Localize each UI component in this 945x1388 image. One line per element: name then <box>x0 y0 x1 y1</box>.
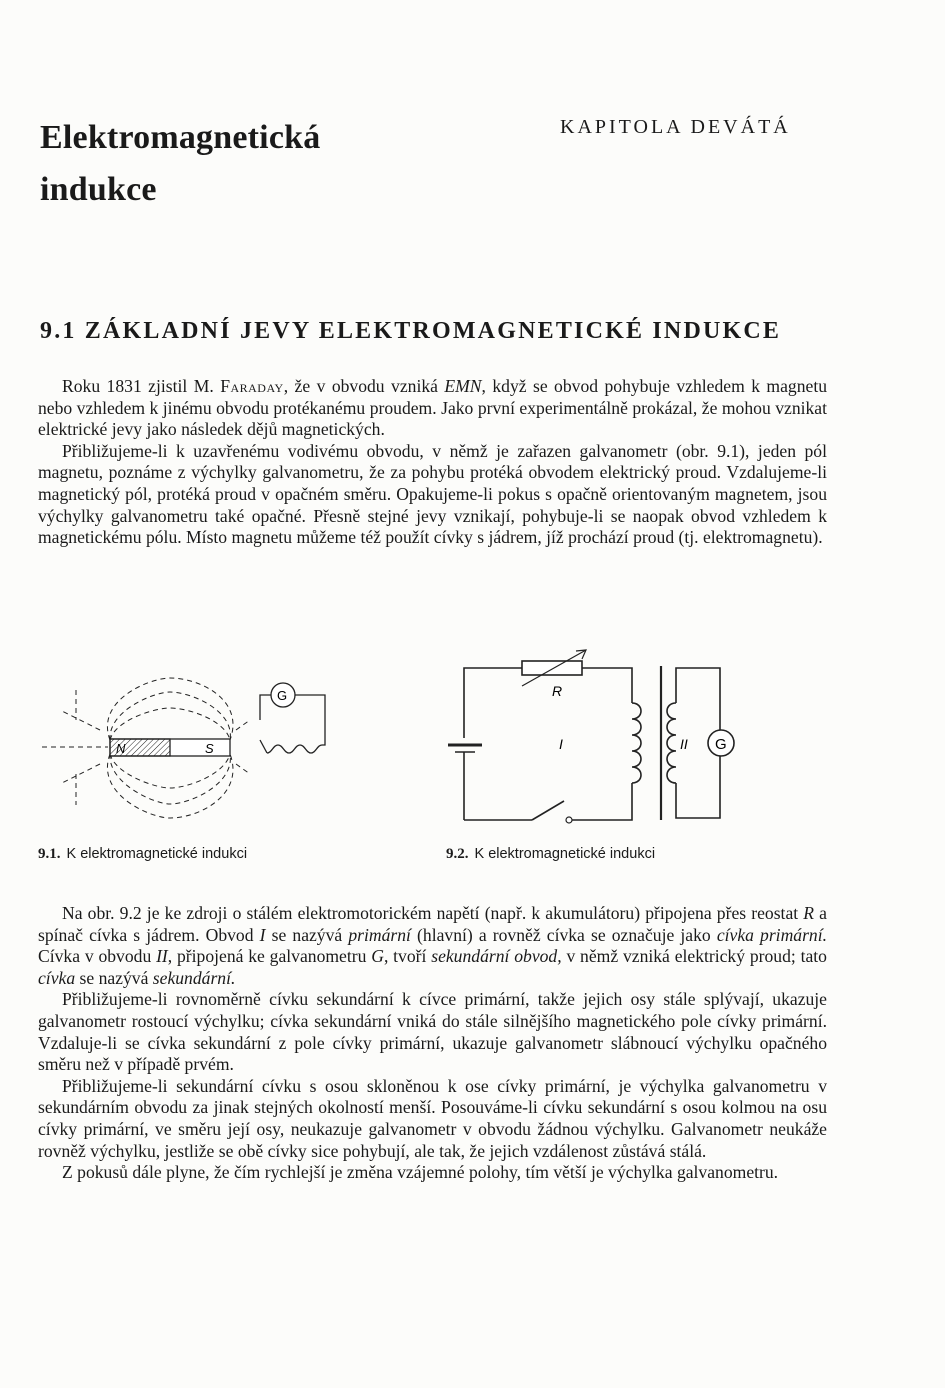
text-run: , tvoří <box>383 946 432 967</box>
text-run: Cívka v obvodu <box>38 946 157 967</box>
figure-number: 9.1. <box>38 846 61 862</box>
figure-induction-circuit <box>440 648 750 828</box>
paragraph-magnet-experiment: Přibližujeme-li k uzavřenému vodivému obvodu, v němž je zařazen galvanometr (obr. 9.1), jeden pól magnetu, poznáme z výchylky galvanometru, že za pohybu protéká obvodem elektrický proud. Vzdalujeme-li magnetický pól, protéká proud v opačném směru. Opakujeme-li pokus s opačně orientovaným magnetem, jsou výchylky galvanometru také opačné. Přesně stejné jevy vznikají, pohybuje-li se naopak obvod vzhledem k magnetickému pólu. Místo magnetu můžeme též použít cívky s jádrem, jíž prochází proud (tj. elektromagnetu). <box>38 440 827 548</box>
pole-n-label: N <box>116 741 126 756</box>
text-run: Roku 1831 zjistil M. <box>62 376 221 396</box>
paragraph-figure-9-2 <box>38 903 827 989</box>
term-sekundarni: sekundární. <box>152 967 236 988</box>
symbol-ii: II <box>156 946 168 967</box>
resistor-label: R <box>552 683 563 699</box>
symbol-i: I <box>259 924 266 945</box>
primary-circuit-label: I <box>559 736 563 752</box>
chapter-title <box>40 112 460 216</box>
body-text <box>38 903 827 1184</box>
name-faraday: Faraday <box>220 376 284 396</box>
text-run: se nazývá <box>75 967 153 988</box>
term-sekundarni-obvod: sekundární obvod, <box>431 946 562 967</box>
galvanometer-label: G <box>277 688 288 703</box>
pole-s-label: S <box>205 741 214 756</box>
bar-magnet <box>110 739 230 756</box>
galvanometer-label: G <box>715 736 727 753</box>
paragraph-tilted-axis: Přibližujeme-li sekundární cívku s osou skloněnou k ose cívky primární, je výchylka galvanometru v sekundárním obvodu za jinak stejných okolností menší. Posouváme-li cívku sekundární s osou kolmou na osu cívky primární, ve směru její osy, neukazuje galvanometr v obvodu žádnou výchylku. Galvanometr neukáže rovněž výchylku, jestliže se obě cívky sice pohybují, ale tak, že jejich vzdálenost zůstává stálá. <box>38 1075 827 1161</box>
symbol-g: G <box>371 946 384 967</box>
term-emn: EMN <box>444 376 482 396</box>
text-run: , připojená ke galvanometru <box>167 946 372 967</box>
primary-circuit <box>448 668 641 820</box>
text-run: , že v obvodu vzniká <box>283 376 445 396</box>
symbol-r: R <box>803 903 815 923</box>
chapter-title-line1: Elektromagnetická <box>40 119 321 156</box>
text-run: , když se obvod pohybuje vzhledem k magnetu nebo vzhledem k jinému obvodu protékanému proudem. Jako první experimentálně prokázal, že mohou vznikat elektrické jevy jako následek dějů magnetických. <box>38 376 828 440</box>
text-run: se nazývá <box>265 924 349 945</box>
text-run: a spínač cívka s jádrem. Obvod <box>38 903 827 945</box>
paragraph-conclusion: Z pokusů dále plyne, že čím rychlejší je změna vzájemné polohy, tím větší je výchylka galvanometru. <box>62 1162 779 1183</box>
switch-contact-icon <box>566 817 572 823</box>
paragraph-faraday <box>38 376 827 441</box>
figure-caption-9-1 <box>38 846 247 863</box>
text-run: v němž vzniká elektrický proud; tato <box>561 946 827 967</box>
text-run: (hlavní) a rovněž cívka se označuje jako <box>410 924 717 945</box>
chapter-label: KAPITOLA DEVÁTÁ <box>560 116 791 138</box>
caption-text: K elektromagnetické indukci <box>66 846 248 862</box>
section-heading: 9.1 ZÁKLADNÍ JEVY ELEKTROMAGNETICKÉ INDUKCE <box>40 318 782 344</box>
text-run: Na obr. 9.2 je ke zdroji o stálém elektromotorickém napětí (např. k akumulátoru) připojena přes reostat <box>62 903 804 923</box>
term-primarni: primární <box>348 924 411 945</box>
coil-circuit <box>260 695 325 753</box>
figure-caption-9-2 <box>446 846 655 863</box>
figure-magnet-induction <box>40 660 340 835</box>
intro-text <box>38 376 827 549</box>
term-civka-primarni: cívka primární. <box>716 924 828 945</box>
rheostat-icon <box>522 650 586 686</box>
paragraph-approach-coaxial: Přibližujeme-li rovnoměrně cívku sekundární k cívce primární, takže jejich osy stále splývají, ukazuje galvanometr rostoucí výchylku; cívka sekundární vniká do stále silnějšího magnetického pole cívky primární. Vzdaluje-li se cívka sekundární z pole cívky primární, ukazuje galvanometr slábnoucí výchylku opačného směru než v případě prvém. <box>38 989 827 1075</box>
term-civka: cívka <box>38 967 76 988</box>
caption-text: K elektromagnetické indukci <box>474 846 656 862</box>
figure-number: 9.2. <box>446 846 469 862</box>
chapter-title-line2: indukce <box>40 171 157 208</box>
secondary-circuit-label: II <box>680 736 688 752</box>
